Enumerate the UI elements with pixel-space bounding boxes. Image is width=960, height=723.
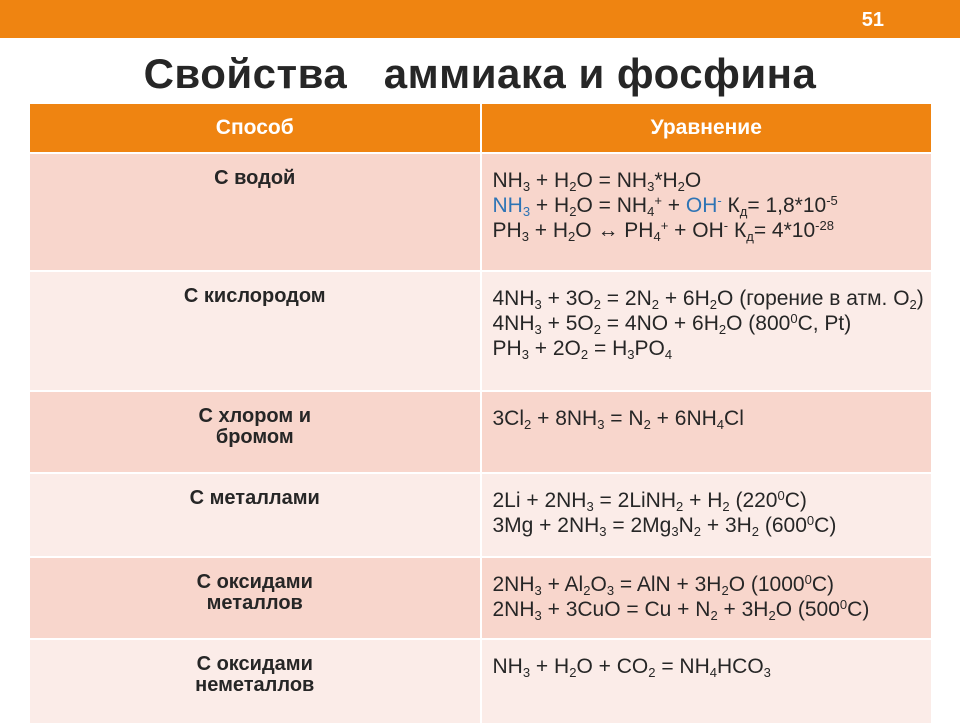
subscript: 2 bbox=[648, 664, 656, 680]
method-cell bbox=[30, 557, 481, 639]
equation-line bbox=[493, 218, 932, 243]
equation-text: C) bbox=[847, 598, 870, 622]
equation-text: = 2LiNH bbox=[593, 489, 677, 512]
subscript: 3 bbox=[597, 416, 605, 432]
equation-text: *H bbox=[654, 169, 678, 192]
equation-text: HCO bbox=[717, 655, 764, 678]
subscript: 2 bbox=[583, 582, 591, 598]
subscript: 2 bbox=[768, 608, 776, 624]
equation-text: 2Li + 2NH bbox=[492, 489, 587, 512]
table-row bbox=[30, 639, 931, 723]
equation-text: = 4*10 bbox=[753, 219, 816, 243]
equation-text: + OH bbox=[668, 219, 724, 243]
equation-text: N bbox=[678, 514, 694, 538]
subscript: 2 bbox=[569, 204, 577, 220]
equation-text: = N bbox=[604, 407, 644, 430]
equation-text: + 6H bbox=[659, 287, 710, 310]
superscript: 0 bbox=[790, 311, 798, 327]
equation-cell bbox=[481, 271, 932, 391]
superscript: 0 bbox=[806, 513, 815, 529]
equation-text: + H bbox=[683, 489, 723, 512]
equation-text: O ↔ PH bbox=[575, 219, 654, 243]
subscript: 2 bbox=[580, 347, 589, 363]
superscript: 0 bbox=[839, 597, 848, 613]
subscript: 2 bbox=[524, 416, 532, 432]
equation-text: 4NH bbox=[492, 312, 535, 336]
subscript: 2 bbox=[593, 322, 601, 338]
equation-text: O (800 bbox=[726, 312, 791, 336]
equation-text: + 3H bbox=[701, 514, 752, 538]
equation-text: 4NH bbox=[492, 287, 535, 310]
subscript: 3 bbox=[627, 347, 635, 363]
equation-text: NH bbox=[492, 194, 523, 218]
subscript: 2 bbox=[722, 498, 730, 514]
equation-text: = 2Mg bbox=[606, 514, 672, 538]
equation-line bbox=[493, 572, 932, 597]
subscript: д bbox=[739, 204, 748, 220]
subscript: 4 bbox=[647, 204, 655, 220]
equation-text: 2NH bbox=[492, 573, 535, 596]
superscript: - bbox=[717, 193, 722, 209]
equation-text: O + CO bbox=[576, 655, 649, 678]
equation-line bbox=[493, 406, 932, 431]
subscript: 3 bbox=[534, 322, 542, 338]
method-cell bbox=[30, 153, 481, 271]
equation-text: + H bbox=[530, 169, 570, 192]
subscript: 3 bbox=[534, 608, 542, 624]
subscript: 3 bbox=[586, 498, 594, 514]
equation-cell bbox=[481, 473, 932, 557]
subscript: 3 bbox=[671, 524, 679, 540]
equation-text: = H bbox=[588, 337, 628, 361]
equation-cell bbox=[481, 557, 932, 639]
table-header-row bbox=[30, 104, 931, 153]
table-row bbox=[30, 473, 931, 557]
equation-line bbox=[493, 654, 932, 679]
equation-text: + H bbox=[530, 194, 570, 218]
subscript: 3 bbox=[521, 347, 529, 363]
equation-text: 3Cl bbox=[492, 407, 525, 430]
equation-text: + 6NH bbox=[650, 407, 717, 430]
subscript: 2 bbox=[651, 296, 659, 312]
equation-text: + Al bbox=[541, 573, 584, 596]
subscript: 2 bbox=[721, 582, 729, 598]
subscript: 2 bbox=[751, 524, 760, 540]
equation-text: + 5O bbox=[541, 312, 594, 336]
method-label: С хлором и бромом bbox=[198, 405, 312, 448]
subscript: 3 bbox=[599, 524, 607, 540]
subscript: 4 bbox=[709, 664, 717, 680]
subscript: 4 bbox=[653, 229, 661, 245]
equation-text: NH bbox=[492, 655, 523, 678]
equation-text: O bbox=[590, 573, 607, 596]
superscript: + bbox=[660, 218, 669, 234]
subscript: 2 bbox=[710, 608, 718, 624]
superscript: - bbox=[723, 218, 729, 234]
method-cell bbox=[30, 639, 481, 723]
equation-cell bbox=[481, 391, 932, 473]
method-cell bbox=[30, 473, 481, 557]
equation-text: O = NH bbox=[576, 169, 648, 192]
top-accent-bar bbox=[0, 0, 960, 38]
equation-text: + 3CuO = Cu + N bbox=[541, 598, 711, 622]
properties-table bbox=[30, 104, 931, 723]
equation-text: (600 bbox=[759, 514, 807, 538]
equation-text: К bbox=[728, 219, 747, 243]
table-row bbox=[30, 557, 931, 639]
equation-line bbox=[493, 488, 932, 513]
table-row bbox=[30, 271, 931, 391]
equation-text: ) bbox=[916, 287, 924, 310]
equation-text: + 3H bbox=[717, 598, 769, 622]
equation-text: C) bbox=[811, 573, 835, 596]
subscript: 2 bbox=[593, 296, 601, 312]
subscript: 2 bbox=[643, 416, 651, 432]
table-row bbox=[30, 153, 931, 271]
subscript: 3 bbox=[534, 296, 542, 312]
equation-text: + 3O bbox=[541, 287, 594, 310]
subscript: 3 bbox=[534, 582, 542, 598]
equation-text: NH bbox=[492, 169, 523, 192]
subscript: 2 bbox=[909, 296, 917, 312]
equation-text: = AlN + 3H bbox=[614, 573, 722, 596]
superscript: + bbox=[654, 193, 662, 209]
subscript: 3 bbox=[647, 178, 655, 194]
method-cell bbox=[30, 271, 481, 391]
equation-line bbox=[493, 168, 932, 193]
slide-number: 51 bbox=[861, 9, 884, 31]
equation-text: O bbox=[684, 169, 702, 192]
subscript: 3 bbox=[606, 582, 615, 598]
equation-line bbox=[493, 311, 932, 336]
subscript: 3 bbox=[522, 204, 531, 220]
subscript: 3 bbox=[521, 229, 529, 245]
superscript: -5 bbox=[826, 193, 838, 209]
header-equation: Уравнение bbox=[481, 104, 932, 153]
equation-text: 2NH bbox=[492, 598, 535, 622]
equation-text: C) bbox=[784, 489, 807, 512]
equation-line bbox=[493, 286, 932, 311]
equation-cell bbox=[481, 639, 932, 723]
equation-text: + 8NH bbox=[531, 407, 598, 430]
subscript: 2 bbox=[677, 178, 685, 194]
equation-line bbox=[493, 513, 932, 538]
equation-text: 3Mg + 2NH bbox=[492, 514, 600, 538]
equation-text: O (1000 bbox=[728, 573, 805, 596]
equation-text: + 2O bbox=[528, 337, 581, 361]
equation-cell bbox=[481, 153, 932, 271]
slide-title: Свойства аммиака и фосфина bbox=[143, 50, 817, 97]
subscript: 4 bbox=[664, 347, 673, 363]
equation-text: = NH bbox=[655, 655, 710, 678]
subscript: 2 bbox=[569, 664, 577, 680]
equation-text: (220 bbox=[729, 489, 778, 512]
superscript: 0 bbox=[777, 487, 785, 503]
equation-text: + bbox=[661, 194, 686, 218]
method-label: С оксидами неметаллов bbox=[195, 653, 315, 696]
equation-text: + H bbox=[530, 655, 570, 678]
equation-text: C) bbox=[814, 514, 837, 538]
subscript: 2 bbox=[676, 498, 684, 514]
subscript: 3 bbox=[522, 664, 531, 680]
table-row bbox=[30, 391, 931, 473]
method-label: С водой bbox=[214, 167, 296, 189]
equation-text: = 2N bbox=[600, 287, 652, 310]
equation-line bbox=[493, 193, 932, 218]
equation-text: = 1,8*10 bbox=[747, 194, 827, 218]
equation-text: OH bbox=[685, 194, 718, 218]
subscript: д bbox=[746, 229, 754, 245]
equation-text: = 4NO + 6H bbox=[600, 312, 719, 336]
equation-text: PH bbox=[492, 337, 522, 361]
subscript: 4 bbox=[716, 416, 725, 432]
equation-text: + H bbox=[528, 219, 569, 243]
equation-text: O = NH bbox=[576, 194, 648, 218]
header-method: Способ bbox=[30, 104, 481, 153]
equation-text: C, Pt) bbox=[797, 312, 852, 336]
equation-text: O (500 bbox=[775, 598, 840, 622]
equation-text: PH bbox=[492, 219, 522, 243]
equation-line bbox=[493, 336, 932, 361]
subscript: 2 bbox=[693, 524, 702, 540]
equation-text: O (горение в атм. O bbox=[717, 287, 910, 310]
subscript: 3 bbox=[763, 664, 771, 680]
method-label: С кислородом bbox=[183, 285, 326, 307]
equation-text: Cl bbox=[724, 407, 744, 430]
equation-text: К bbox=[721, 194, 740, 218]
subscript: 2 bbox=[569, 178, 577, 194]
table-body bbox=[30, 153, 931, 723]
equation-text: PO bbox=[634, 337, 665, 361]
superscript: 0 bbox=[804, 571, 812, 587]
method-label: С металлами bbox=[189, 487, 320, 509]
subscript: 3 bbox=[522, 178, 531, 194]
method-label: С оксидами металлов bbox=[196, 571, 313, 614]
superscript: -28 bbox=[815, 218, 834, 234]
equation-line bbox=[493, 597, 932, 622]
subscript: 2 bbox=[718, 322, 727, 338]
subscript: 2 bbox=[709, 296, 718, 312]
method-cell bbox=[30, 391, 481, 473]
subscript: 2 bbox=[568, 229, 576, 245]
